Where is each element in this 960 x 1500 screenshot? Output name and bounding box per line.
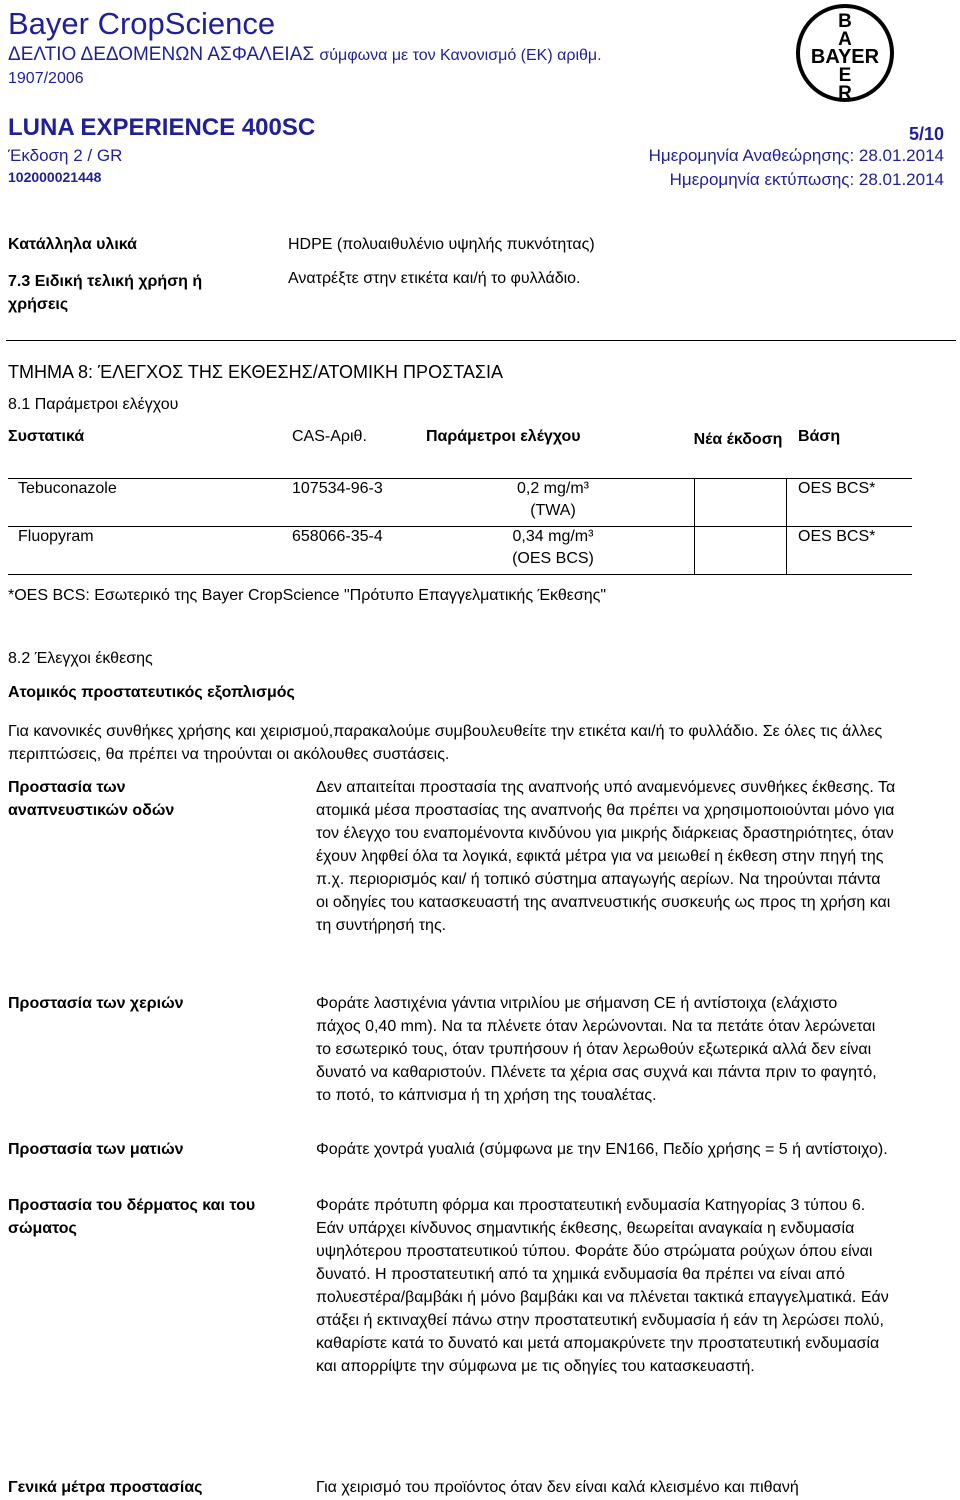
table-rule <box>8 574 912 575</box>
revision-date: Ημερομηνία Αναθεώρησης: 28.01.2014 <box>648 146 944 165</box>
eyes-text: Φοράτε χοντρά γυαλιά (σύμφωνα με την EN166, Πεδίο χρήσης = 5 ή αντίστοιχο). <box>316 1141 888 1158</box>
subsection-8-2: 8.2 Έλεγχοι έκθεσης <box>8 650 153 667</box>
materials-value: HDPE (πολυαιθυλένιο υψηλής πυκνότητας) <box>288 236 595 253</box>
subsection-8-1: 8.1 Παράμετροι ελέγχου <box>8 396 179 413</box>
row-basis: OES BCS* <box>798 480 876 497</box>
company-name: Bayer CropScience <box>8 6 276 41</box>
col-header-params: Παράμετροι ελέγχου <box>426 428 581 445</box>
col-header-component: Συστατικά <box>8 428 85 445</box>
product-name: LUNA EXPERIENCE 400SC <box>8 114 316 141</box>
respiratory-label: Προστασία των αναπνευστικών οδών <box>8 779 175 819</box>
col-header-new: Νέα έκδοση <box>693 431 783 448</box>
row-param-value: 0,2 mg/m³ <box>516 480 589 497</box>
page-number: 5/10 <box>908 124 944 144</box>
col-header-basis: Βάση <box>798 428 841 445</box>
regulation-number: 1907/2006 <box>8 70 84 87</box>
table-rule <box>8 478 912 479</box>
eyes-label: Προστασία των ματιών <box>8 1141 184 1158</box>
materials-label: Κατάλληλα υλικά <box>8 236 137 253</box>
bayer-cross-logo <box>794 2 896 104</box>
row-component: Tebuconazole <box>18 480 117 497</box>
skin-text: Φοράτε πρότυπη φόρμα και προστατευτική ενδυμασία Κατηγορίας 3 τύπου 6. Εάν υπάρχει κίνδυνος σημαντικής έκθεσης, θεωρείται αναγκαία η ενδυμασία υψηλότερου προστατευτικού τύπου. Φοράτε δύο στρώματα ρούχων όπου είναι δυνατό. Η προστατευτική από τα χημικά ενδυμασία θα πρέπει να είναι από πολυεστέρα/βαμβάκι ή μόνο βαμβάκι και να πλένεται τακτικά επαγγελματικά. Εάν στάξει ή εκτιναχθεί πάνω στην προστατευτική ενδυμασία ή εάν τη λερώσει πολύ, καθαρίστε κατά το δυνατό και μετά απομακρύνετε την προστατευτική ενδυμασία και απορρίψτε την σύμφωνα με τις οδηγίες του κατασκευαστή. <box>316 1197 889 1375</box>
svg-text:E: E <box>838 65 852 86</box>
print-date: Ημερομηνία εκτύπωσης: 28.01.2014 <box>669 170 944 189</box>
table-rule <box>8 526 912 527</box>
version-value: 2 / GR <box>73 146 123 165</box>
specific-use-value: Ανατρέξτε στην ετικέτα και/ή το φυλλάδιο. <box>288 270 581 287</box>
document-title-main: ΔΕΛΤΙΟ ΔΕΔΟΜΕΝΩΝ ΑΣΦΑΛΕΙΑΣ <box>8 44 315 65</box>
section-heading: ΤΜΗΜΑ 8: ΈΛΕΓΧΟΣ ΤΗΣ ΕΚΘΕΣΗΣ/ΑΤΟΜΙΚΗ ΠΡΟΣΤΑΣΙΑ <box>8 362 503 382</box>
version-label: Έκδοση <box>8 146 69 165</box>
hands-label: Προστασία των χεριών <box>8 995 184 1012</box>
row-basis: OES BCS* <box>798 528 876 545</box>
hands-text: Φοράτε λαστιχένια γάντια νιτριλίου με σήμανση CE ή αντίστοιχα (ελάχιστο πάχος 0,40 mm). Να τα πλένετε όταν λερώνονται. Να τα πετάτε όταν λερώνεται το εσωτερικό τους, όταν τρυπήσουν ή όταν λερωθούν εξωτερικά αλλά δεν είναι δυνατό να καθαριστούν. Πλένετε τα χέρια σας συχνά και πάντα πριν το φαγητό, το ποτό, το κάπνισμα ή τη χρήση της τουαλέτας. <box>316 995 877 1104</box>
ppe-intro: Για κανονικές συνθήκες χρήσης και χειρισμού,παρακαλούμε συμβουλευθείτε την ετικέτα και/ή το φυλλάδιο. Σε όλες τις άλλες περιπτώσεις, θα πρέπει να τηρούνται οι ακόλουθες συστάσεις. <box>8 723 883 763</box>
respiratory-text: Δεν απαιτείται προστασία της αναπνοής υπό αναμενόμενες συνθήκες έκθεσης. Τα ατομικά μέσα προστασίας της αναπνοής θα πρέπει να χρησιμοποιούνται μόνο για τον έλεγχο του εναπομένοντα κινδύνου για μικρής διάρκειας δραστηριότητες, όταν έχουν ληφθεί όλα τα λογικά, εφικτά μέτρα για να μειωθεί η έκθεση στην πηγή της π.χ. περιορισμός και/ ή τοπικό σύστημα απαγωγής αερίων. Να τηρούνται πάντα οι οδηγίες του κατασκευαστή της αναπνευστικής συσκευής ως προς τη χρήση και τη συντήρησή της. <box>316 779 896 934</box>
row-param-type: (OES BCS) <box>512 550 594 567</box>
row-cas: 658066-35-4 <box>292 528 383 545</box>
row-param-type: (TWA) <box>530 502 576 519</box>
document-number: 102000021448 <box>8 169 102 185</box>
table-col-divider <box>694 478 695 574</box>
skin-label: Προστασία του δέρματος και του σώματος <box>8 1197 256 1237</box>
svg-text:B: B <box>838 11 852 32</box>
section-divider <box>6 340 956 341</box>
row-cas: 107534-96-3 <box>292 480 383 497</box>
ppe-heading: Ατομικός προστατευτικός εξοπλισμός <box>8 684 295 701</box>
general-label: Γενικά μέτρα προστασίας <box>8 1479 203 1496</box>
version <box>8 146 122 166</box>
col-header-cas: CAS-Αριθ. <box>292 428 367 445</box>
general-text: Για χειρισμό του προϊόντος όταν δεν είναι καλά κλεισμένο και πιθανή <box>316 1479 799 1496</box>
svg-text:BAYER: BAYER <box>810 46 880 68</box>
specific-use-label: 7.3 Ειδική τελική χρήση ή χρήσεις <box>8 273 203 313</box>
document-title-regulation: σύμφωνα με τον Κανονισμό (ΕΚ) αριθμ. <box>319 47 602 64</box>
table-footnote: *OES BCS: Εσωτερικό της Bayer CropScience "Πρότυπο Επαγγελματικής Έκθεσης" <box>8 587 607 604</box>
svg-text:A: A <box>838 29 852 50</box>
row-component: Fluopyram <box>18 528 94 545</box>
table-col-divider <box>786 478 787 574</box>
document-title <box>8 44 602 66</box>
row-param-value: 0,34 mg/m³ <box>512 528 594 545</box>
svg-text:R: R <box>838 83 852 104</box>
